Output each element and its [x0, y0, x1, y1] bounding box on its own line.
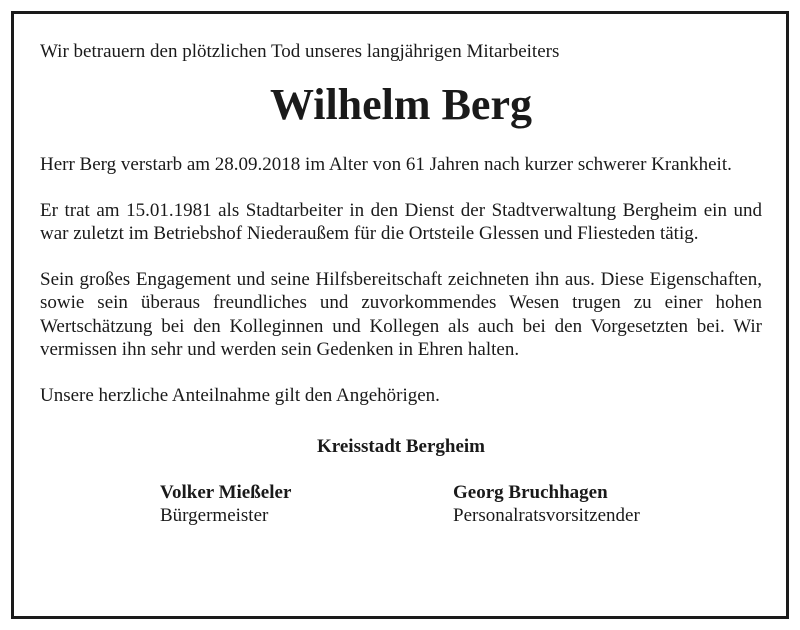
paragraph-career: Er trat am 15.01.1981 als Stadtarbeiter in den Dienst der Stadtverwaltung Bergheim ein und war zuletzt im Betriebshof Niederaußem für die Ortsteile Glessen und Fliesteden tätig. — [40, 199, 762, 244]
signatory-staff-council — [453, 481, 640, 527]
paragraph-condolences: Unsere herzliche Anteilnahme gilt den Angehörigen. — [40, 384, 440, 406]
signatory-title: Personalratsvorsitzender — [453, 505, 640, 526]
organization-name: Kreisstadt Bergheim — [317, 436, 485, 457]
signatory-title: Bürgermeister — [160, 505, 269, 526]
paragraph-death: Herr Berg verstarb am 28.09.2018 im Alter von 61 Jahren nach kurzer schwerer Krankheit. — [40, 154, 732, 175]
deceased-name: Wilhelm Berg — [270, 80, 532, 129]
signatures — [40, 481, 762, 531]
signatory-name: Volker Mießeler — [160, 482, 292, 503]
signatory-name: Georg Bruchhagen — [453, 482, 608, 503]
intro-text: Wir betrauern den plötzlichen Tod unseres langjährigen Mitarbeiters — [40, 41, 560, 62]
signatory-mayor — [160, 481, 291, 527]
obituary-notice — [40, 40, 762, 531]
paragraph-tribute: Sein großes Engagement und seine Hilfsbereitschaft zeichneten ihn aus. Diese Eigenschaften, sowie sein überaus freundliches und zuvorkommendes Wesen trugen zu einer hohen Wertschätzung bei den Kolleginnen und Kollegen als auch bei den Vorgesetzten bei. Wir vermissen ihn sehr und werden sein Gedenken in Ehren halten. — [40, 268, 762, 360]
